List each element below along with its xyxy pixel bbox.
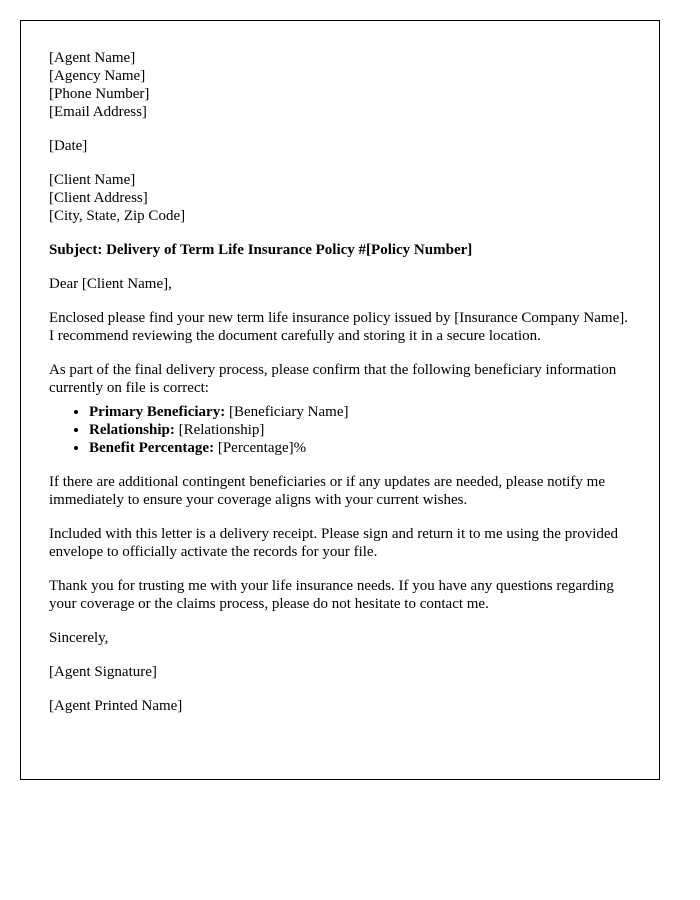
subject-block xyxy=(49,241,631,259)
agent-name: [Agent Name] xyxy=(49,50,136,66)
beneficiary-value: [Beneficiary Name] xyxy=(225,404,349,420)
relationship-value: [Relationship] xyxy=(174,422,265,438)
paragraph-4 xyxy=(49,525,631,561)
paragraph-1 xyxy=(49,309,631,345)
date-block xyxy=(49,137,631,155)
salutation-block xyxy=(49,275,631,293)
paragraph-text: Thank you for trusting me with your life insurance needs. If you have any questions regarding your coverage or the claims process, please do not hesitate to contact me. xyxy=(49,578,614,612)
paragraph-2 xyxy=(49,361,631,397)
agency-name: [Agency Name] xyxy=(49,68,146,84)
beneficiary-label: Primary Beneficiary: xyxy=(89,404,226,420)
paragraph-text: Enclosed please find your new term life insurance policy issued by [Insurance Company Name]. I recommend reviewing the document carefully and storing it in a secure location. xyxy=(49,310,628,344)
paragraph-3 xyxy=(49,473,631,509)
client-city-state-zip: [City, State, Zip Code] xyxy=(49,208,186,224)
closing-block xyxy=(49,629,631,647)
relationship-label: Relationship: xyxy=(89,422,175,438)
subject-line: Subject: Delivery of Term Life Insurance Policy #[Policy Number] xyxy=(49,242,473,258)
beneficiary-list xyxy=(49,403,631,457)
paragraph-text: If there are additional contingent beneficiaries or if any updates are needed, please notify me immediately to ensure your coverage aligns with your current wishes. xyxy=(49,474,606,508)
agent-printed-name: [Agent Printed Name] xyxy=(49,698,183,714)
letter-date: [Date] xyxy=(49,138,88,154)
agent-signature: [Agent Signature] xyxy=(49,664,157,680)
client-address: [Client Address] xyxy=(49,190,148,206)
list-item xyxy=(89,439,631,457)
percentage-value: [Percentage]% xyxy=(214,440,307,456)
paragraph-5 xyxy=(49,577,631,613)
email-address: [Email Address] xyxy=(49,104,147,120)
list-item xyxy=(89,403,631,421)
client-name: [Client Name] xyxy=(49,172,136,188)
sender-block xyxy=(49,49,631,121)
closing: Sincerely, xyxy=(49,630,109,646)
paragraph-text: Included with this letter is a delivery receipt. Please sign and return it to me using the provided envelope to officially activate the records for your file. xyxy=(49,526,619,560)
salutation: Dear [Client Name], xyxy=(49,276,172,292)
phone-number: [Phone Number] xyxy=(49,86,150,102)
list-item xyxy=(89,421,631,439)
letter-page xyxy=(20,20,660,780)
signature-block xyxy=(49,663,631,681)
paragraph-text: As part of the final delivery process, please confirm that the following beneficiary information currently on file is correct: xyxy=(49,362,617,396)
printed-name-block xyxy=(49,697,631,715)
recipient-block xyxy=(49,171,631,225)
percentage-label: Benefit Percentage: xyxy=(89,440,215,456)
